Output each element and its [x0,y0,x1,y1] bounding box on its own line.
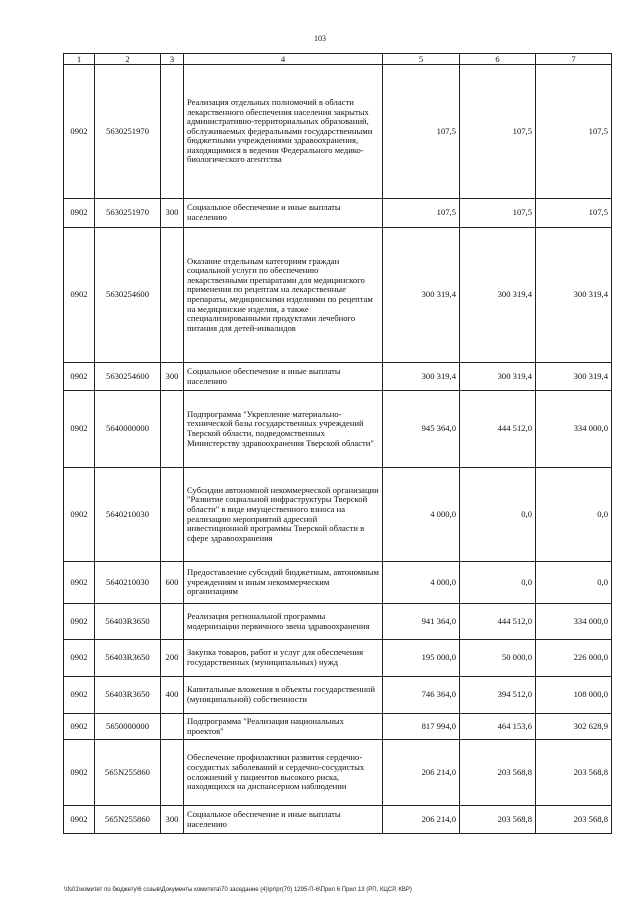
target-article-code: 56403R3650 [95,677,161,714]
table-row [64,468,612,562]
target-article-code: 5640210030 [95,562,161,604]
table-row [64,363,612,391]
target-article-code: 5630254600 [95,228,161,363]
item-name: Реализация отдельных полномочий в области лекарственного обеспечения населения закрытых административно-территориальных образований, обслуживаемых федеральными государственными бюджетными учреждениями здравоохранения, находящимися в ведении Федерального медико-биологического агентства [184,65,383,199]
item-name: Субсидии автономной некоммерческой организации "Развитие социальной инфраструктуры Тверской области" в виде имущественного взноса на реализацию мероприятий адресной инвестиционной программы Тверской области в сфере здравоохранения [184,468,383,562]
table-row [64,604,612,640]
table-row [64,806,612,834]
amount-col-7: 0,0 [536,562,612,604]
item-name: Предоставление субсидий бюджетным, автономным учреждениям и иным некоммерческим организациям [184,562,383,604]
section-code: 0902 [64,677,95,714]
target-article-code: 5630254600 [95,363,161,391]
table-row [64,562,612,604]
target-article-code: 56403R3650 [95,604,161,640]
amount-col-7: 302 628,9 [536,714,612,740]
amount-col-5: 941 364,0 [383,604,460,640]
section-code: 0902 [64,391,95,468]
amount-col-6: 0,0 [460,468,536,562]
section-code: 0902 [64,806,95,834]
item-name: Капитальные вложения в объекты государственной (муниципальной) собственности [184,677,383,714]
item-name: Социальное обеспечение и иные выплаты населению [184,806,383,834]
expense-type-code [161,740,184,806]
col-header-5: 5 [383,54,460,65]
amount-col-6: 203 568,8 [460,806,536,834]
table-row [64,640,612,677]
section-code: 0902 [64,562,95,604]
target-article-code: 565N255860 [95,740,161,806]
table-row [64,740,612,806]
table-row [64,228,612,363]
expense-type-code [161,468,184,562]
target-article-code: 565N255860 [95,806,161,834]
col-header-7: 7 [536,54,612,65]
amount-col-7: 203 568,8 [536,740,612,806]
table-row [64,677,612,714]
expense-type-code [161,228,184,363]
amount-col-7: 226 000,0 [536,640,612,677]
header-row [64,54,612,65]
amount-col-7: 300 319,4 [536,228,612,363]
table-row [64,714,612,740]
budget-table [63,53,612,834]
item-name: Социальное обеспечение и иные выплаты населению [184,199,383,228]
amount-col-6: 0,0 [460,562,536,604]
item-name: Оказание отдельным категориям граждан социальной услуги по обеспечению лекарственными препаратами для медицинского применения по рецептам на лекарственные препараты, медицинскими изделиями по рецептам на медицинские изделия, а также специализированными продуктами лечебного питания для детей-инвалидов [184,228,383,363]
amount-col-5: 300 319,4 [383,363,460,391]
amount-col-5: 206 214,0 [383,740,460,806]
amount-col-7: 334 000,0 [536,604,612,640]
section-code: 0902 [64,363,95,391]
expense-type-code: 300 [161,199,184,228]
expense-type-code: 300 [161,806,184,834]
expense-type-code [161,65,184,199]
expense-type-code [161,714,184,740]
expense-type-code [161,391,184,468]
table-row [64,391,612,468]
amount-col-7: 107,5 [536,65,612,199]
section-code: 0902 [64,604,95,640]
amount-col-7: 107,5 [536,199,612,228]
section-code: 0902 [64,714,95,740]
amount-col-7: 203 568,8 [536,806,612,834]
amount-col-5: 817 994,0 [383,714,460,740]
amount-col-6: 107,5 [460,199,536,228]
amount-col-5: 746 364,0 [383,677,460,714]
col-header-4: 4 [184,54,383,65]
amount-col-6: 300 319,4 [460,228,536,363]
item-name: Реализация региональной программы модернизации первичного звена здравоохранения [184,604,383,640]
expense-type-code: 600 [161,562,184,604]
amount-col-6: 300 319,4 [460,363,536,391]
amount-col-7: 300 319,4 [536,363,612,391]
item-name: Подпрограмма "Реализация национальных проектов" [184,714,383,740]
section-code: 0902 [64,740,95,806]
amount-col-5: 300 319,4 [383,228,460,363]
amount-col-5: 195 000,0 [383,640,460,677]
page-number: 103 [314,34,326,43]
target-article-code: 5650000000 [95,714,161,740]
amount-col-6: 464 153,6 [460,714,536,740]
target-article-code: 5640210030 [95,468,161,562]
col-header-6: 6 [460,54,536,65]
section-code: 0902 [64,65,95,199]
amount-col-5: 107,5 [383,65,460,199]
amount-col-7: 108 000,0 [536,677,612,714]
target-article-code: 56403R3650 [95,640,161,677]
amount-col-5: 107,5 [383,199,460,228]
section-code: 0902 [64,228,95,363]
target-article-code: 5630251970 [95,199,161,228]
item-name: Закупка товаров, работ и услуг для обеспечения государственных (муниципальных) нужд [184,640,383,677]
target-article-code: 5640000000 [95,391,161,468]
amount-col-5: 206 214,0 [383,806,460,834]
amount-col-6: 107,5 [460,65,536,199]
section-code: 0902 [64,199,95,228]
item-name: Обеспечение профилактики развития сердечно-сосудистых заболеваний и сердечно-сосудистых осложнений у пациентов высокого риска, находящихся на диспансерном наблюдении [184,740,383,806]
col-header-3: 3 [161,54,184,65]
amount-col-7: 0,0 [536,468,612,562]
table-row [64,65,612,199]
table-row [64,199,612,228]
section-code: 0902 [64,468,95,562]
expense-type-code: 400 [161,677,184,714]
col-header-1: 1 [64,54,95,65]
expense-type-code [161,604,184,640]
col-header-2: 2 [95,54,161,65]
amount-col-5: 4 000,0 [383,562,460,604]
amount-col-6: 394 512,0 [460,677,536,714]
expense-type-code: 300 [161,363,184,391]
expense-type-code: 200 [161,640,184,677]
target-article-code: 5630251970 [95,65,161,199]
item-name: Социальное обеспечение и иные выплаты населению [184,363,383,391]
amount-col-7: 334 000,0 [536,391,612,468]
amount-col-6: 444 512,0 [460,391,536,468]
amount-col-5: 945 364,0 [383,391,460,468]
amount-col-6: 444 512,0 [460,604,536,640]
amount-col-6: 50 000,0 [460,640,536,677]
section-code: 0902 [64,640,95,677]
amount-col-6: 203 568,8 [460,740,536,806]
amount-col-5: 4 000,0 [383,468,460,562]
item-name: Подпрограмма "Укрепление материально-технической базы государственных учреждений Тверской области, подведомственных Министерству здравоохранения Тверской области" [184,391,383,468]
footer-file-path: \\fs01\комитет по бюджету\6 созыв\Документы комитета\70 заседание (4)\pr\pr(70) 1295-П-6\Прил 6 Прил 13 (РП, КЦСР, КВР) [64,887,412,893]
